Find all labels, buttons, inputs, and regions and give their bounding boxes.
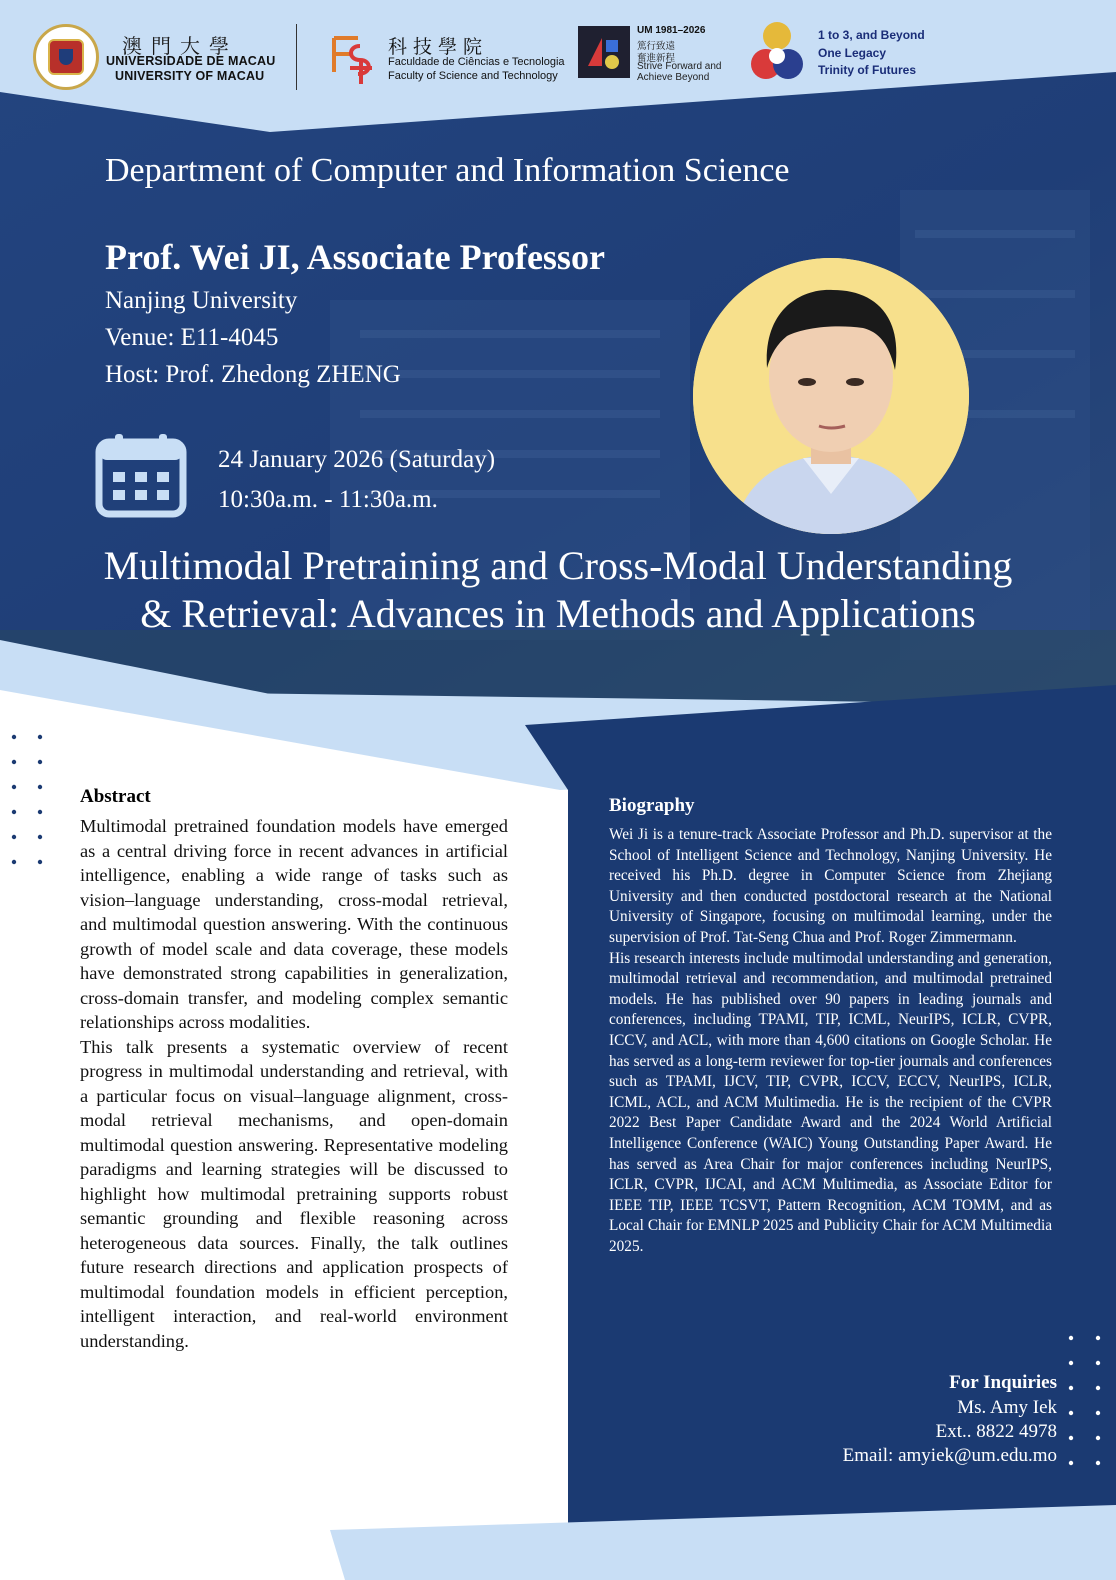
talk-title-line-2: & Retrieval: Advances in Methods and Applications [140, 591, 976, 636]
speaker-photo [693, 258, 969, 534]
contact-name: Ms. Amy Iek [957, 1397, 1057, 1418]
fst-portuguese-name: Faculdade de Ciências e Tecnologia [388, 56, 565, 68]
abstract-paragraph: This talk presents a systematic overview of recent progress in multimodal understanding and retrieval, with a particular focus on visual–language alignment, cross-modal retrieval mechanisms, and open-domain multimodal question answering. Representative modeling paradigms and learning strategies will be discussed to highlight how multimodal pretraining supports robust semantic grounding and flexible reasoning across heterogeneous data sources. Finally, the talk outlines future research directions and application prospects of multimodal foundation models in efficient perception, intelligent interaction, and real-world environment understanding. [80, 1036, 508, 1351]
anniversary-slogan-en-2: Achieve Beyond [637, 72, 710, 83]
anniversary-years: UM 1981–2026 [637, 25, 706, 36]
abstract-paragraph: Multimodal pretrained foundation models have emerged as a central driving force in recent advances in artificial intelligence, enabling a wide range of tasks such as vision–language understanding, cross-modal retrieval, and multimodal question answering. With the continuous growth of model scale and data coverage, these models have demonstrated strong capabilities in generalization, cross-domain transfer, and modeling complex semantic relationships across modalities. [80, 816, 508, 1032]
header-logos [0, 0, 1116, 100]
trinity-line-1: 1 to 3, and Beyond [818, 28, 925, 42]
event-host: Host: Prof. Zhedong ZHENG [105, 361, 401, 388]
biography-paragraph: His research interests include multimodal understanding and generation, multimodal retrieval and recommendation, and multimodal pretrained models. He has published over 90 papers in leading journals and conferences, including TPAMI, TIP, ICML, NeurIPS, ICLR, CVPR, ICCV, and ACL, with more than 4,600 citations on Google Scholar. He has served as a long-term reviewer for top-tier journals and conferences such as TPAMI, IJCV, TIP, CVPR, ICCV, ECCV, NeurIPS, ICLR, ICML, ACL, and ACM Multimedia. He is the recipient of the CVPR 2022 Best Paper Candidate Award and the 2024 World Artificial Intelligence Conference (WAIC) Young Outstanding Paper Award. He has served as Area Chair for major conferences including NeurIPS, ICLR, CVPR, IJCAI, and ACM Multimedia, as Associate Editor for IEEE TIP, IEEE TCSVT, Pattern Recognition, ACM TOMM, and as Local Chair for EMNLP 2025 and Publicity Chair for ACM Multimedia 2025. [609, 949, 1052, 1255]
department-title: Department of Computer and Information Science [105, 152, 790, 189]
trinity-line-2: One Legacy [818, 46, 887, 60]
fst-english-name: Faculty of Science and Technology [388, 70, 558, 82]
speaker-name: Prof. Wei JI, Associate Professor [105, 237, 605, 277]
fst-chinese-name: 科技學院 [388, 36, 489, 58]
trinity-logo-icon [744, 18, 812, 84]
university-seal-icon [33, 24, 99, 90]
talk-title [40, 542, 1076, 638]
anniversary-slogan-cn-2: 奮進新程 [637, 53, 676, 64]
anniversary-slogan-cn-1: 篤行致遠 [637, 41, 676, 52]
contact-email[interactable]: Email: amyiek@um.edu.mo [842, 1445, 1057, 1466]
fst-logo-icon [328, 32, 374, 86]
biography-paragraph: Wei Ji is a tenure-track Associate Professor and Ph.D. supervisor at the School of Intelligent Science and Technology, Nanjing University. He received his Ph.D. degree in Computer Science from Zhejiang University and then conducted postdoctoral research at the National University of Singapore, focusing on multimodal learning, under the supervision of Prof. Tat-Seng Chua and Prof. Roger Zimmermann. [609, 826, 1052, 946]
anniversary-logo-icon [578, 26, 630, 78]
anniversary-slogan-en-1: Strive Forward and [637, 61, 722, 72]
abstract-body [80, 814, 508, 1353]
abstract-heading: Abstract [80, 786, 151, 807]
event-time: 10:30a.m. - 11:30a.m. [218, 486, 438, 513]
contact-extension: Ext.. 8822 4978 [935, 1421, 1057, 1442]
talk-title-line-1: Multimodal Pretraining and Cross-Modal Understanding [103, 543, 1013, 588]
event-venue: Venue: E11-4045 [105, 324, 279, 351]
speaker-affiliation: Nanjing University [105, 287, 298, 314]
event-date: 24 January 2026 (Saturday) [218, 446, 496, 473]
header-divider [296, 24, 297, 90]
trinity-line-3: Trinity of Futures [818, 63, 917, 77]
um-portuguese-name: UNIVERSIDADE DE MACAU [106, 54, 276, 68]
um-chinese-name: 澳門大學 [122, 34, 238, 58]
calendar-icon [95, 432, 187, 518]
biography-heading: Biography [609, 795, 695, 816]
um-english-name: UNIVERSITY OF MACAU [115, 69, 265, 83]
inquiries-heading: For Inquiries [949, 1372, 1057, 1393]
biography-body [609, 825, 1052, 1257]
